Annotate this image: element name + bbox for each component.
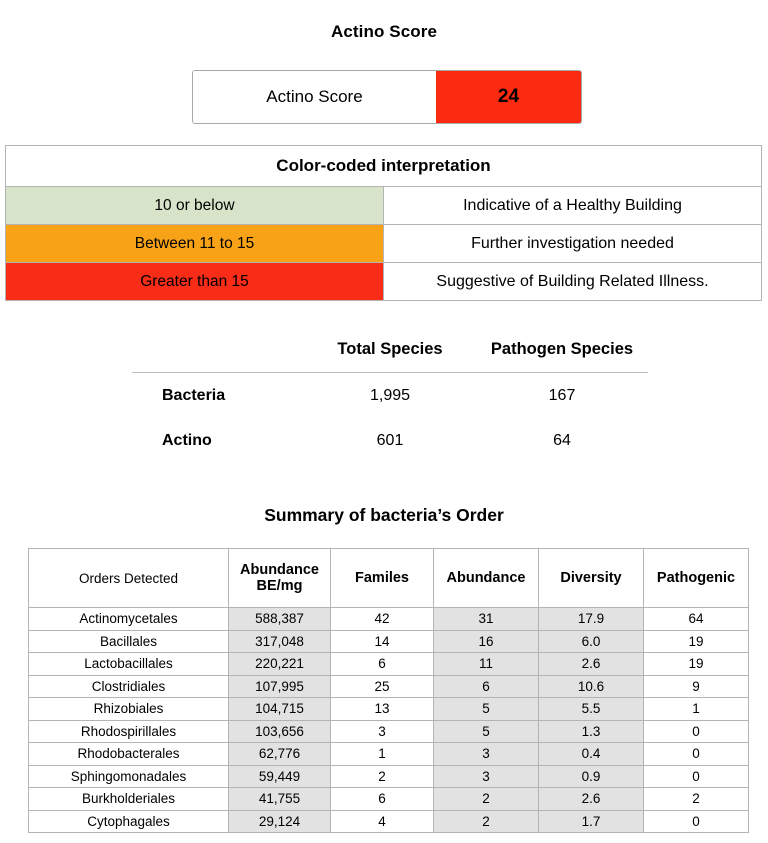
order-abundance-be-mg: 220,221 <box>229 653 331 676</box>
species-summary-table <box>132 340 648 463</box>
table-row <box>29 788 749 811</box>
order-diversity: 17.9 <box>539 608 644 631</box>
order-summary-title: Summary of bacteria’s Order <box>264 505 504 525</box>
species-summary-section <box>132 340 648 463</box>
order-name: Rhizobiales <box>29 698 229 721</box>
order-header-abundance-line2: BE/mg <box>256 578 303 594</box>
table-row <box>29 653 749 676</box>
order-abundance-be-mg: 317,048 <box>229 630 331 653</box>
table-row <box>6 225 762 263</box>
table-row <box>132 373 648 419</box>
species-header-row <box>132 340 648 373</box>
order-pathogenic: 0 <box>644 765 749 788</box>
order-pathogenic: 19 <box>644 630 749 653</box>
interpretation-desc-0: Indicative of a Healthy Building <box>384 187 762 225</box>
order-families: 2 <box>331 765 434 788</box>
order-diversity: 2.6 <box>539 653 644 676</box>
interpretation-header-row <box>6 146 762 187</box>
order-pathogenic: 0 <box>644 720 749 743</box>
table-row <box>29 765 749 788</box>
page-title: Actino Score <box>330 22 438 41</box>
order-header-abundance-be-mg <box>229 549 331 608</box>
table-row <box>29 720 749 743</box>
order-name: Sphingomonadales <box>29 765 229 788</box>
table-row <box>132 418 648 463</box>
order-families: 25 <box>331 675 434 698</box>
order-diversity: 1.7 <box>539 810 644 833</box>
order-families: 6 <box>331 653 434 676</box>
order-families: 4 <box>331 810 434 833</box>
table-row <box>29 698 749 721</box>
order-abundance-be-mg: 62,776 <box>229 743 331 766</box>
table-row <box>29 608 749 631</box>
order-header-pathogenic: Pathogenic <box>644 549 749 608</box>
interpretation-band-1: Between 11 to 15 <box>6 225 384 263</box>
order-header-abundance-line1: Abundance <box>240 562 319 578</box>
species-row-label-bacteria: Bacteria <box>162 386 226 404</box>
order-diversity: 6.0 <box>539 630 644 653</box>
order-abundance: 5 <box>434 720 539 743</box>
order-abundance-be-mg: 107,995 <box>229 675 331 698</box>
table-row <box>6 187 762 225</box>
table-row <box>6 263 762 301</box>
species-total-actino: 601 <box>376 431 404 449</box>
table-row <box>29 810 749 833</box>
actino-score-box <box>192 70 582 124</box>
table-row <box>29 630 749 653</box>
order-name: Clostridiales <box>29 675 229 698</box>
order-abundance: 2 <box>434 788 539 811</box>
order-pathogenic: 1 <box>644 698 749 721</box>
species-header-total: Total Species <box>304 340 476 373</box>
order-name: Burkholderiales <box>29 788 229 811</box>
order-name: Rhodobacterales <box>29 743 229 766</box>
order-header-orders-detected: Orders Detected <box>29 549 229 608</box>
order-header-row <box>29 549 749 608</box>
interpretation-band-0: 10 or below <box>6 187 384 225</box>
table-row <box>29 743 749 766</box>
order-abundance: 2 <box>434 810 539 833</box>
order-abundance: 16 <box>434 630 539 653</box>
order-diversity: 5.5 <box>539 698 644 721</box>
interpretation-desc-1: Further investigation needed <box>384 225 762 263</box>
order-header-abundance: Abundance <box>434 549 539 608</box>
interpretation-band-2: Greater than 15 <box>6 263 384 301</box>
species-header-corner <box>132 340 304 373</box>
order-abundance-be-mg: 59,449 <box>229 765 331 788</box>
order-abundance: 3 <box>434 743 539 766</box>
order-abundance: 31 <box>434 608 539 631</box>
species-pathogen-actino: 64 <box>553 431 571 449</box>
order-diversity: 2.6 <box>539 788 644 811</box>
order-abundance: 6 <box>434 675 539 698</box>
order-summary-table <box>28 548 749 833</box>
order-diversity: 0.9 <box>539 765 644 788</box>
order-name: Bacillales <box>29 630 229 653</box>
order-abundance: 5 <box>434 698 539 721</box>
interpretation-header-label: Color-coded interpretation <box>6 146 762 187</box>
species-header-pathogen: Pathogen Species <box>476 340 648 373</box>
order-families: 3 <box>331 720 434 743</box>
table-row <box>29 675 749 698</box>
actino-score-label: Actino Score <box>193 71 436 123</box>
order-pathogenic: 0 <box>644 810 749 833</box>
order-pathogenic: 64 <box>644 608 749 631</box>
interpretation-desc-2: Suggestive of Building Related Illness. <box>384 263 762 301</box>
order-abundance-be-mg: 41,755 <box>229 788 331 811</box>
color-coded-interpretation-table <box>5 145 762 301</box>
order-table-body <box>29 608 749 833</box>
species-row-label-actino: Actino <box>162 431 212 449</box>
order-header-familes: Familes <box>331 549 434 608</box>
order-name: Rhodospirillales <box>29 720 229 743</box>
order-diversity: 0.4 <box>539 743 644 766</box>
order-pathogenic: 2 <box>644 788 749 811</box>
order-abundance-be-mg: 588,387 <box>229 608 331 631</box>
order-diversity: 1.3 <box>539 720 644 743</box>
order-diversity: 10.6 <box>539 675 644 698</box>
order-families: 1 <box>331 743 434 766</box>
order-families: 13 <box>331 698 434 721</box>
order-name: Actinomycetales <box>29 608 229 631</box>
order-abundance-be-mg: 104,715 <box>229 698 331 721</box>
species-pathogen-bacteria: 167 <box>548 386 576 404</box>
order-name: Cytophagales <box>29 810 229 833</box>
order-abundance: 3 <box>434 765 539 788</box>
order-families: 14 <box>331 630 434 653</box>
order-pathogenic: 0 <box>644 743 749 766</box>
order-abundance-be-mg: 29,124 <box>229 810 331 833</box>
order-abundance: 11 <box>434 653 539 676</box>
order-header-diversity: Diversity <box>539 549 644 608</box>
order-pathogenic: 9 <box>644 675 749 698</box>
species-total-bacteria: 1,995 <box>369 386 411 404</box>
order-pathogenic: 19 <box>644 653 749 676</box>
actino-score-value: 24 <box>436 71 581 123</box>
order-abundance-be-mg: 103,656 <box>229 720 331 743</box>
order-name: Lactobacillales <box>29 653 229 676</box>
order-families: 6 <box>331 788 434 811</box>
order-families: 42 <box>331 608 434 631</box>
